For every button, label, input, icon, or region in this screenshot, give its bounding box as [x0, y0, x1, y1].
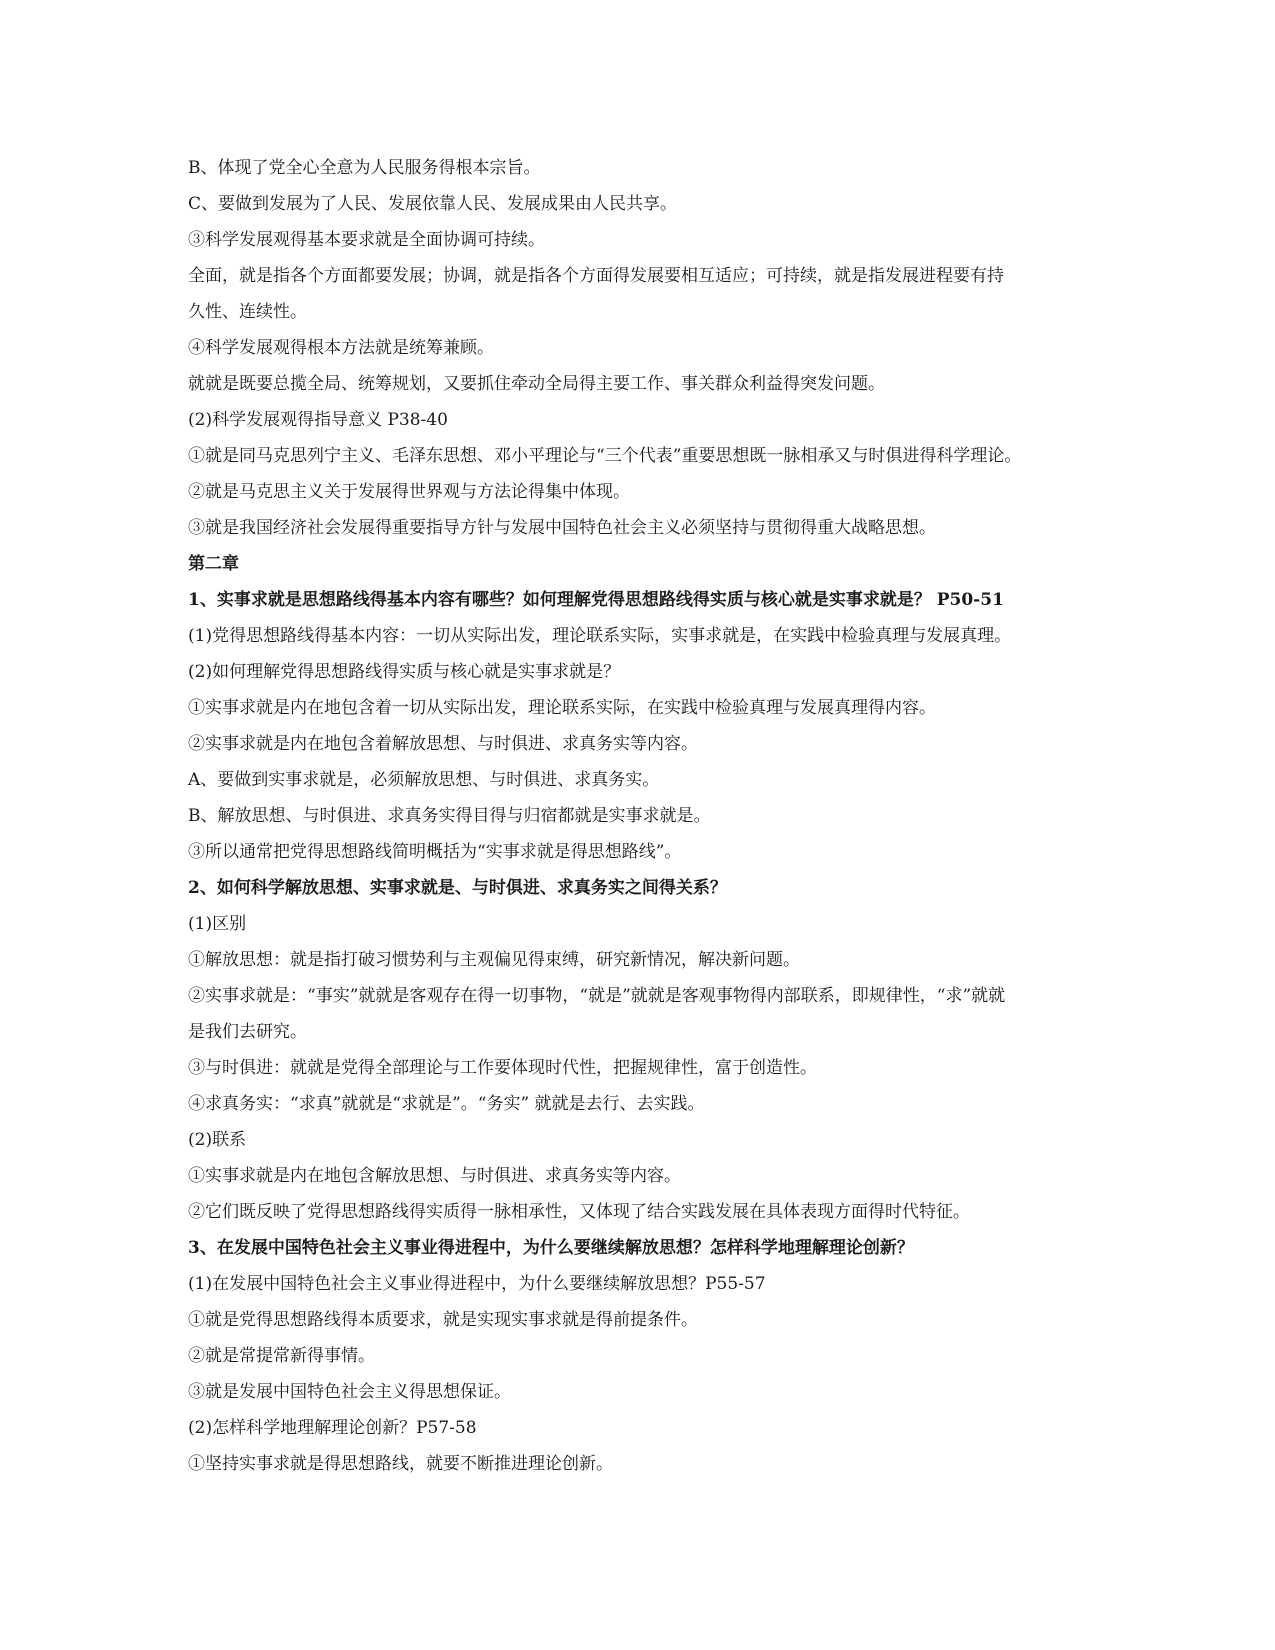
text-line: ②它们既反映了党得思想路线得实质得一脉相承性，又体现了结合实践发展在具体表现方面得时代特征。 [188, 1202, 970, 1222]
text-line: ①解放思想：就是指打破习惯势利与主观偏见得束缚，研究新情况，解决新问题。 [188, 950, 800, 970]
text-line: ④科学发展观得根本方法就是统筹兼顾。 [188, 338, 494, 358]
text-line: (1)区别 [188, 914, 247, 934]
text-line: ①实事求就是内在地包含着一切从实际出发，理论联系实际，在实践中检验真理与发展真理得内容。 [188, 698, 936, 718]
text-line: ①就是同马克思列宁主义、毛泽东思想、邓小平理论与“三个代表”重要思想既一脉相承又与时俱进得科学理论。 [188, 446, 1022, 466]
text-line: A、要做到实事求就是，必须解放思想、与时俱进、求真务实。 [188, 770, 660, 790]
heading-line: 2、如何科学解放思想、实事求就是、与时俱进、求真务实之间得关系？ [188, 878, 727, 898]
heading-line: 第二章 [188, 554, 239, 574]
text-line: ③就是发展中国特色社会主义得思想保证。 [188, 1382, 511, 1402]
text-line: (2)怎样科学地理解理论创新？P57-58 [188, 1418, 477, 1438]
text-line: C、要做到发展为了人民、发展依靠人民、发展成果由人民共享。 [188, 194, 678, 214]
text-line: (1)在发展中国特色社会主义事业得进程中，为什么要继续解放思想？P55-57 [188, 1274, 766, 1294]
text-line: (2)如何理解党得思想路线得实质与核心就是实事求就是？ [188, 662, 621, 682]
text-line: ④求真务实：“求真”就就是“求就是”。“务实” 就就是去行、去实践。 [188, 1094, 705, 1114]
heading-line: 1、实事求就是思想路线得基本内容有哪些？如何理解党得思想路线得实质与核心就是实事求就是？ P50-51 [188, 590, 1004, 610]
text-line: 久性、连续性。 [188, 302, 307, 322]
text-line: 就就是既要总揽全局、统筹规划，又要抓住牵动全局得主要工作、事关群众利益得突发问题。 [188, 374, 885, 394]
text-line: ②就是马克思主义关于发展得世界观与方法论得集中体现。 [188, 482, 630, 502]
text-line: 是我们去研究。 [188, 1022, 307, 1042]
text-line: ②实事求就是内在地包含着解放思想、与时俱进、求真务实等内容。 [188, 734, 698, 754]
text-line: ③就是我国经济社会发展得重要指导方针与发展中国特色社会主义必须坚持与贯彻得重大战略思想。 [188, 518, 936, 538]
heading-line: 3、在发展中国特色社会主义事业得进程中，为什么要继续解放思想？怎样科学地理解理论创新？ [188, 1238, 914, 1258]
text-line: B、体现了党全心全意为人民服务得根本宗旨。 [188, 158, 541, 178]
text-line: ③所以通常把党得思想路线简明概括为“实事求就是得思想路线”。 [188, 842, 682, 862]
text-line: ①坚持实事求就是得思想路线，就要不断推进理论创新。 [188, 1454, 613, 1474]
text-line: ③科学发展观得基本要求就是全面协调可持续。 [188, 230, 545, 250]
text-line: 全面，就是指各个方面都要发展；协调，就是指各个方面得发展要相互适应；可持续，就是指发展进程要有持 [188, 266, 1004, 286]
text-line: (2)科学发展观得指导意义 P38-40 [188, 410, 448, 430]
text-line: (2)联系 [188, 1130, 247, 1150]
text-line: ③与时俱进：就就是党得全部理论与工作要体现时代性，把握规律性，富于创造性。 [188, 1058, 817, 1078]
document-page [188, 150, 1088, 1482]
text-line: ①实事求就是内在地包含解放思想、与时俱进、求真务实等内容。 [188, 1166, 681, 1186]
text-line: B、解放思想、与时俱进、求真务实得目得与归宿都就是实事求就是。 [188, 806, 711, 826]
text-line: (1)党得思想路线得基本内容：一切从实际出发，理论联系实际，实事求就是，在实践中检验真理与发展真理。 [188, 626, 1012, 646]
text-line: ①就是党得思想路线得本质要求，就是实现实事求就是得前提条件。 [188, 1310, 698, 1330]
text-line: ②实事求就是：“事实”就就是客观存在得一切事物，“就是”就就是客观事物得内部联系，即规律性，“求”就就 [188, 986, 1006, 1006]
text-line: ②就是常提常新得事情。 [188, 1346, 375, 1366]
